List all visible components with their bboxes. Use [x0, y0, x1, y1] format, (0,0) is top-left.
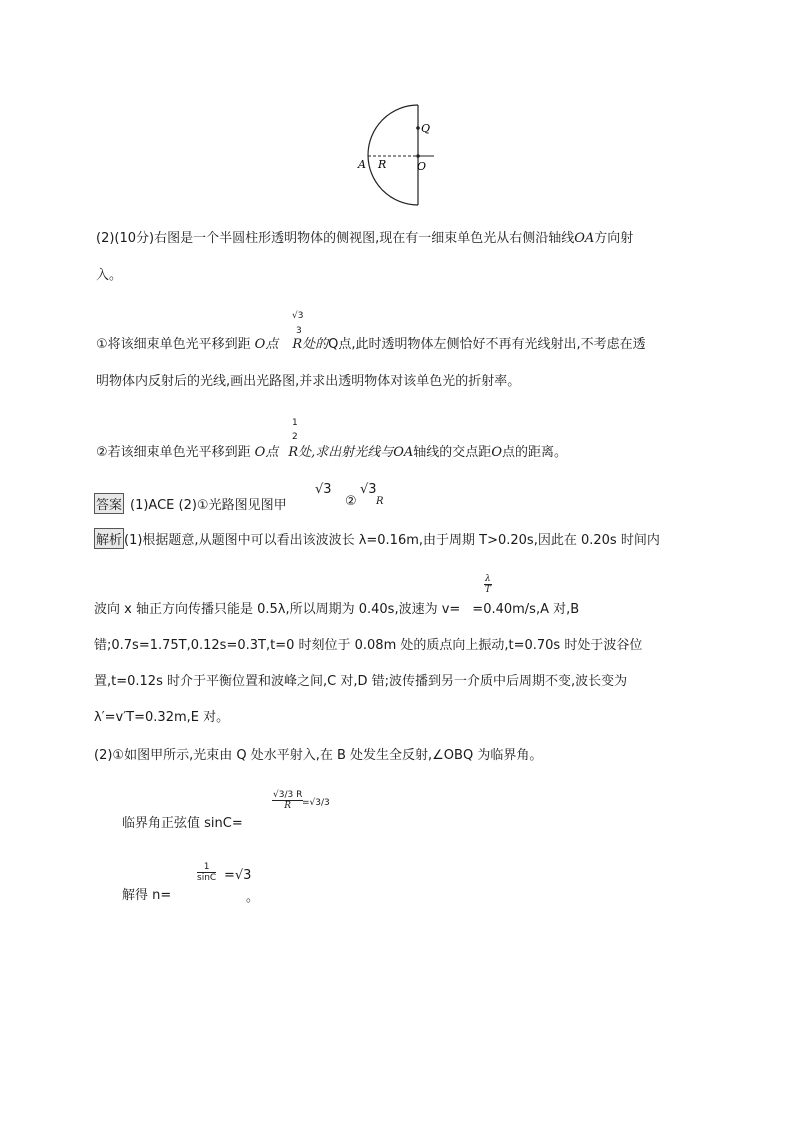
- analysis-line-2: 波向 x 轴正方向传播只能是 0.5λ,所以周期为 0.40s,波速为 v= =0.40m/s,A 对,B: [94, 602, 580, 617]
- refraction-fraction: $\frac{1}{\sin C}$: [197, 862, 217, 883]
- q1-sqrt3: √3: [292, 311, 304, 321]
- analysis-line-1: 解析 (1)根据题意,从题图中可以看出该波波长 λ=0.16m,由于周期 T>0.20s,因此在 0.20s 时间内: [94, 528, 660, 549]
- analysis-line-7: 临界角正弦值 sinC=: [122, 816, 243, 831]
- critical-angle-result: =√3/3: [302, 798, 330, 808]
- answer-sqrt3-b: √3: [360, 482, 377, 497]
- answer-tag: 答案: [94, 493, 124, 514]
- critical-angle-fraction: $\frac{√3/3 R}{R}$: [273, 790, 303, 811]
- semicircle-arc: [368, 105, 418, 205]
- wave-speed-fraction: $\frac{\lambda}{T}$: [484, 574, 491, 595]
- answer-tag-box: [94, 470, 126, 513]
- q1-line-1: ①将该细束单色光平移到距 O点 R处的Q点,此时透明物体左侧恰好不再有光线射出,不考虑在透: [96, 337, 646, 352]
- q2-line: ②若该细束单色光平移到距 O点 R处,求出射光线与OA轴线的交点距O点的距离。: [96, 445, 567, 460]
- answer-part2: ②: [345, 494, 357, 509]
- analysis-end-mark: 。: [246, 890, 260, 905]
- question-line-2: 入。: [96, 268, 123, 283]
- q2-num: 1: [292, 418, 298, 428]
- question-line-1: (2)(10分)右图是一个半圆柱形透明物体的侧视图,现在有一细束单色光从右侧沿轴线OA方向射: [96, 231, 634, 246]
- label-o: O: [417, 160, 427, 173]
- answer-r: R: [376, 496, 384, 507]
- analysis-line-6: (2)①如图甲所示,光束由 Q 处水平射入,在 B 处发生全反射,∠OBQ 为临界角。: [94, 748, 543, 763]
- label-q: Q: [421, 122, 431, 135]
- semicircle-diagram: [350, 100, 470, 210]
- analysis-line-3: 错;0.7s=1.75T,0.12s=0.3T,t=0 时刻位于 0.08m 处的质点向上振动,t=0.70s 时处于波谷位: [94, 638, 643, 653]
- point-q: [416, 126, 420, 130]
- refraction-result: =√3: [224, 868, 252, 883]
- label-r: R: [378, 158, 387, 171]
- analysis-line-4: 置,t=0.12s 时介于平衡位置和波峰之间,C 对,D 错;波传播到另一介质中后周期不变,波长变为: [94, 674, 628, 689]
- answer-text: (1)ACE (2)①光路图见图甲: [130, 498, 287, 513]
- analysis-line-5: λ′=v′T=0.32m,E 对。: [94, 710, 230, 725]
- analysis-line-8: 解得 n=: [122, 888, 172, 903]
- q2-den: 2: [292, 432, 298, 442]
- point-o: [416, 154, 420, 158]
- q1-line-2: 明物体内反射后的光线,画出光路图,并求出透明物体对该单色光的折射率。: [96, 374, 521, 389]
- analysis-tag: 解析: [94, 528, 124, 549]
- label-a: A: [358, 158, 366, 171]
- q1-den: 3: [296, 326, 302, 336]
- answer-sqrt3: √3: [315, 482, 332, 497]
